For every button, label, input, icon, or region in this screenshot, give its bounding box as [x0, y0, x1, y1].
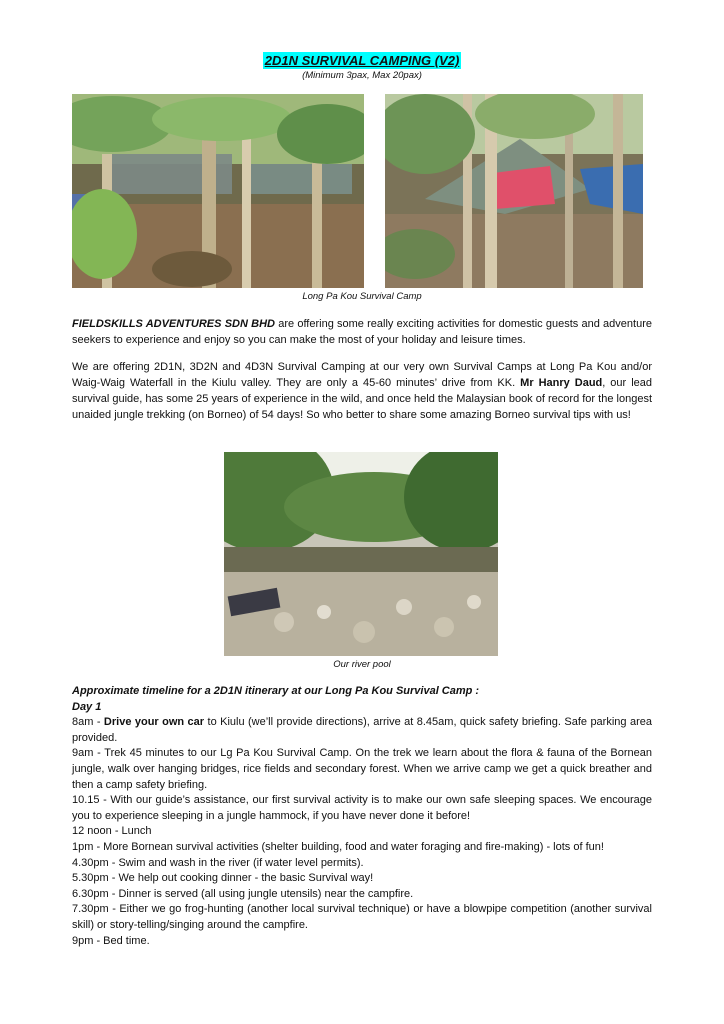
camp-photo-left-image [72, 94, 364, 288]
camp-photo-right-image [385, 94, 643, 288]
timeline-item [72, 715, 652, 746]
timeline-item: 12 noon - Lunch [72, 825, 152, 838]
river-caption: Our river pool [333, 659, 391, 670]
timeline-item: 5.30pm - We help out cooking dinner - the basic Survival way! [72, 872, 374, 885]
timeline-item: 6.30pm - Dinner is served (all using jungle utensils) near the campfire. [72, 887, 414, 900]
title-text: 2D1N SURVIVAL CAMPING (V2) [264, 53, 460, 68]
camp-caption: Long Pa Kou Survival Camp [302, 291, 422, 302]
timeline-item: 10.15 - With our guide’s assistance, our first survival activity is to make our own safe sleeping spaces. We encourage you to experience sleeping in a jungle hammock, if you have never done it before! [72, 794, 652, 822]
camp-photo-right [385, 94, 643, 288]
timeline-item: 1pm - More Bornean survival activities (shelter building, food and water foraging and fire-making) - lots of fun! [72, 840, 604, 853]
page-title [0, 52, 724, 70]
item1-rest: to Kiulu (we’ll provide directions), arrive at 8.45am, quick safety briefing. Safe parking area provided. [72, 716, 652, 744]
river-photo-image [224, 452, 498, 656]
item1-time: 8am - [72, 716, 104, 729]
river-photo [224, 452, 498, 656]
about-part1: We are offering 2D1N, 3D2N and 4D3N Survival Camping at our very own Survival Camps at Long Pa Kou and/or Waig-Waig Waterfall in the Kiulu valley. They are only a 45-60 minutes’ drive from KK. [72, 361, 652, 389]
timeline-item: 9pm - Bed time. [72, 934, 150, 947]
about-paragraph [72, 359, 652, 423]
intro-text: are offering some really exciting activities for domestic guests and adventure seekers to experience and enjoy so you can make the most of your holiday and leisure times. [72, 318, 652, 346]
company-name: FIELDSKILLS ADVENTURES SDN BHD [72, 318, 275, 330]
camp-photo-left [72, 94, 364, 288]
timeline-item: 7.30pm - Either we go frog-hunting (another local survival technique) or have a blowpipe competition (another survival skill) or story-telling/singing around the campfire. [72, 903, 652, 931]
subtitle: (Minimum 3pax, Max 20pax) [302, 70, 422, 81]
itinerary [72, 684, 652, 949]
timeline-heading: Approximate timeline for a 2D1N itinerary at our Long Pa Kou Survival Camp : [72, 685, 480, 697]
item1-bold: Drive your own car [103, 716, 205, 729]
timeline-item: 4.30pm - Swim and wash in the river (if water level permits). [72, 856, 364, 869]
guide-name: Mr Hanry Daud [520, 377, 603, 389]
intro-paragraph [72, 316, 652, 348]
about-part2: , our lead survival guide, has some 25 years of experience in the wild, and once held the Malaysian book of record for the longest unaided jungle trekking (on Borneo) of 54 days! So who better to share some amazing Borneo survival tips with us! [72, 377, 652, 421]
timeline-item: 9am - Trek 45 minutes to our Lg Pa Kou Survival Camp. On the trek we learn about the flora & fauna of the Bornean jungle, walk over hanging bridges, rice fields and secondary forest. When we arrive camp we get a quick breather and then a camp safety briefing. [72, 747, 652, 791]
day-label: Day 1 [72, 700, 102, 713]
